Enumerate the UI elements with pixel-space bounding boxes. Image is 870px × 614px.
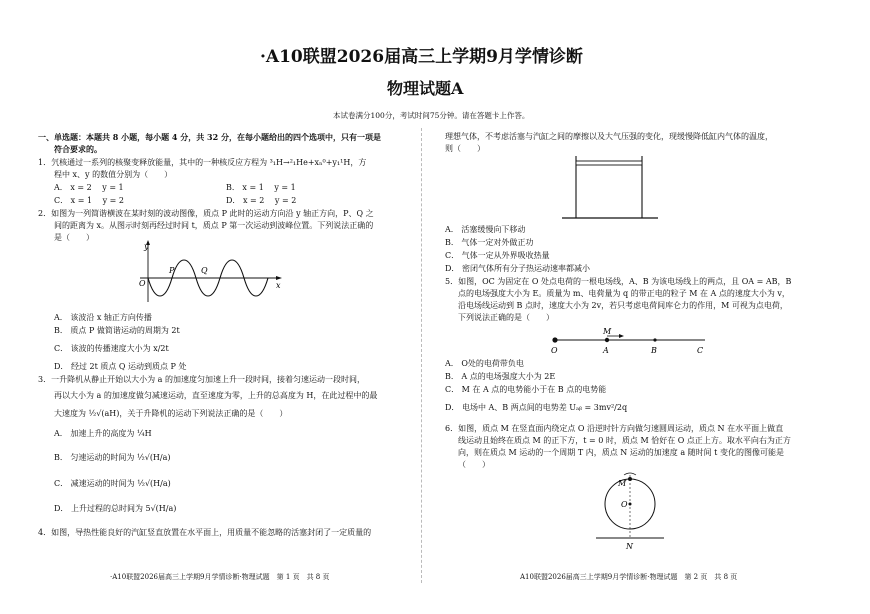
q5-line4: 下列说法正确的是（ ） <box>458 313 554 322</box>
q3-line3: 大速度为 ½√(aH)，关于升降机的运动下列说法正确的是（ ） <box>54 409 288 418</box>
q3-option-a: A． 加速上升的高度为 ¼H <box>54 429 152 438</box>
section-heading: 一、单选题：本题共 8 小题，每小题 4 分，共 32 分，在每小题给出的四个选项中，只有一项是 <box>38 132 381 142</box>
q1-line1: 1．氕核通过一系列的核聚变释放能量，其中的一种核反应方程为 ³₁H→²₁He+xₙ⁰+y₁¹H，方 <box>38 158 367 167</box>
fig-x-label: x <box>276 281 281 290</box>
q5-line3: 沿电场线运动到 B 点时，速度大小为 2v，若只考虑电荷间库仑力的作用，M 可视为点电荷， <box>458 301 788 310</box>
exam-note: 本试卷满分100分，考试时间75分钟。请在答题卡上作答。 <box>333 111 530 120</box>
center-o <box>629 503 632 506</box>
q4-line1: 4．如图，导热性能良好的汽缸竖直放置在水平面上，用质量不能忽略的活塞封闭了一定质量的 <box>38 528 372 537</box>
q2-option-a: A． 该波沿 x 轴正方向传播 <box>54 313 152 322</box>
q4-option-a: A． 活塞缓慢向下移动 <box>445 225 526 234</box>
q4-option-d: D． 密闭气体所有分子热运动速率都减小 <box>445 264 590 273</box>
exam-title: ·A10联盟2026届高三上学期9月学情诊断 <box>260 47 583 67</box>
q5-option-a: A． O处的电荷带负电 <box>445 359 524 368</box>
point-a <box>605 338 609 342</box>
q2-line3: 是（ ） <box>54 233 94 242</box>
wave-figure <box>130 238 290 306</box>
cylinder-figure <box>560 152 664 222</box>
q6-line2: 线运动且始终在质点 M 的正下方，t = 0 时，质点 M 恰好在 O 点正上方。取水平向右为正方 <box>458 436 791 445</box>
q3-option-d: D． 上升过程的总时间为 5√(H/a) <box>54 504 177 513</box>
q2-line1: 2．如图为一列简谐横波在某时刻的波动图像，质点 P 此时的运动方向沿 y 轴正方向，P、Q 之 <box>38 209 374 218</box>
page-footer-2: A10联盟2026届高三上学期9月学情诊断·物理试题 第 2 页 共 8 页 <box>520 573 738 581</box>
q2-option-d: D． 经过 2t 质点 Q 运动到质点 P 处 <box>54 362 187 371</box>
fig-a-label: A <box>603 346 609 355</box>
rotation-arrow <box>624 473 636 475</box>
q6-line1: 6．如图，质点 M 在竖直面内绕定点 O 沿逆时针方向做匀速圆周运动，质点 N 在水平面上做直 <box>445 424 784 433</box>
fig-n-label: N <box>626 542 633 551</box>
q4-line2: 理想气体，不考虑活塞与汽缸之间的摩擦以及大气压强的变化，现缓慢降低缸内气体的温度， <box>445 132 773 141</box>
q3-line2: 再以大小为 a 的加速度做匀减速运动，直至速度为零，上升的总高度为 H，在此过程中的最 <box>54 391 378 400</box>
q5-option-d: D． 电场中 A、B 两点间的电势差 Uₐᵦ = 3mv²/2q <box>445 403 628 412</box>
q3-option-c: C． 减速运动的时间为 ½√(H/a) <box>54 479 171 488</box>
q4-line3: 则（ ） <box>445 144 485 153</box>
velocity-arrow-head-icon <box>619 334 624 338</box>
fig-q-label: Q <box>201 266 208 275</box>
q5-line1: 5．如图，OC 为固定在 O 处点电荷的一根电场线，A、B 为该电场线上的两点，且 OA = AB，B <box>445 277 792 286</box>
q2-line2: 间的距离为 x。从图示时刻再经过时间 t，质点 P 第一次运动到波峰位置。下列说法正确的 <box>54 221 374 230</box>
fig-p-label: P <box>169 266 175 275</box>
piston <box>576 161 642 165</box>
fig-y-label: y <box>144 242 149 251</box>
q6-line3: 向，则在质点 M 运动的一个周期 T 内，质点 N 运动的加速度 a 随时间 t 变化的图像可能是 <box>458 448 784 457</box>
q4-option-b: B． 气体一定对外做正功 <box>445 238 534 247</box>
particle-m <box>628 477 632 481</box>
q3-line1: 3．一升降机从静止开始以大小为 a 的加速度匀加速上升一段时间，接着匀速运动一段时间， <box>38 375 365 384</box>
page-footer-1: ·A10联盟2026届高三上学期9月学情诊断·物理试题 第 1 页 共 8 页 <box>110 573 330 581</box>
fig-origin-label: O <box>139 279 146 288</box>
q1-option-d: D． x = 2 y = 2 <box>226 196 297 205</box>
q4-option-c: C． 气体一定从外界吸收热量 <box>445 251 550 260</box>
point-b <box>653 338 656 341</box>
q6-line4: （ ） <box>458 460 490 469</box>
fig-m-label: M <box>618 479 627 488</box>
q3-option-b: B． 匀速运动的时间为 ½√(H/a) <box>54 453 171 462</box>
q5-option-c: C． M 在 A 点的电势能小于在 B 点的电势能 <box>445 385 607 394</box>
q5-line2: 点的电场强度大小为 E。质量为 m、电荷量为 q 的带正电的粒子 M 在 A 点的速度大小为 v， <box>458 289 790 298</box>
q1-option-a: A． x = 2 y = 1 <box>54 183 124 192</box>
field-line-figure <box>545 324 715 356</box>
q2-option-c: C． 该波的传播速度大小为 x/2t <box>54 344 169 353</box>
point-o <box>552 337 557 342</box>
column-divider <box>421 128 422 583</box>
fig-c-label: C <box>697 346 704 355</box>
fig-m-label: M <box>603 327 612 336</box>
q2-option-b: B． 质点 P 做简谐运动的周期为 2t <box>54 326 180 335</box>
q1-option-b: B． x = 1 y = 1 <box>226 183 296 192</box>
fig-o-label: O <box>551 346 558 355</box>
fig-o-label: O <box>621 500 628 509</box>
section-heading-cont: 符合要求的。 <box>54 144 102 154</box>
q5-option-b: B． A 点的电场强度大小为 2E <box>445 372 556 381</box>
q1-line2: 程中 x、y 的数值分别为（ ） <box>54 170 173 179</box>
q1-option-c: C． x = 1 y = 2 <box>54 196 124 205</box>
fig-b-label: B <box>651 346 657 355</box>
exam-subject: 物理试题A <box>387 79 464 98</box>
x-arrow-icon <box>276 276 282 280</box>
circle-motion-figure <box>588 470 672 554</box>
